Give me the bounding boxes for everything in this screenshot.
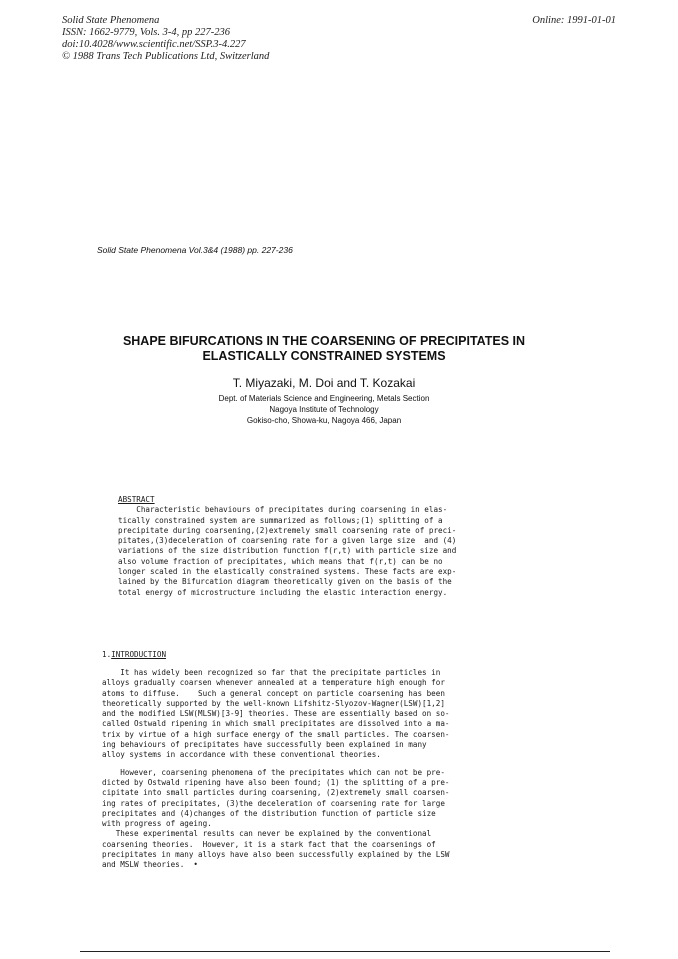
publication-info: [62, 15, 269, 63]
doi-line: doi:10.4028/www.scientific.net/SSP.3-4.227: [62, 39, 246, 50]
paper-title: [90, 334, 558, 364]
introduction-body: [102, 668, 542, 878]
text-line: dicted by Ostwald ripening have also been found; (1) the splitting of a pre-: [102, 777, 450, 787]
text-line: cipitate into small particles during coarsening, (2)extremely small coarsen-: [102, 788, 450, 798]
abstract-heading: ABSTRACT: [118, 495, 155, 504]
text-line: precipitates in many alloys have also been successfully explained by the LSW: [102, 850, 450, 860]
abstract-line: lained by the Bifurcation diagram theoretically given on the basis of the: [118, 577, 452, 587]
journal-reference: Solid State Phenomena Vol.3&4 (1988) pp. 227-236: [97, 245, 293, 255]
text-line: atoms to diffuse. Such a general concept on particle coarsening has been: [102, 688, 445, 698]
text-line: called Ostwald ripening in which small precipitates are dissolved into a ma-: [102, 719, 450, 729]
affiliation-line: Nagoya Institute of Technology: [269, 405, 379, 414]
paragraph: [102, 768, 542, 871]
text-line: trix by virtue of a high surface energy of the small particles. The coarsen-: [102, 729, 450, 739]
copyright-line: © 1988 Trans Tech Publications Ltd, Switzerland: [62, 51, 270, 62]
abstract-line: precipitate during coarsening,(2)extremely small coarsening rate of preci-: [118, 525, 457, 535]
title-line: SHAPE BIFURCATIONS IN THE COARSENING OF PRECIPITATES IN: [122, 334, 526, 348]
text-line: coarsening theories. However, it is a stark fact that the coarsenings of: [102, 839, 436, 849]
text-line: ing behaviours of precipitates have successfully been explained in many: [102, 740, 427, 750]
section-title: INTRODUCTION: [111, 650, 167, 659]
affiliation: [90, 393, 558, 426]
text-line: alloys gradually coarsen whenever annealed at a temperature high enough for: [102, 678, 445, 688]
affiliation-line: Gokiso-cho, Showa-ku, Nagoya 466, Japan: [246, 416, 402, 425]
abstract-line: also volume fraction of precipitates, which means that f(r,t) can be no: [118, 556, 443, 566]
text-line: precipitates and (4)changes of the distribution function of particle size: [102, 808, 436, 818]
abstract-line: pitates,(3)deceleration of coarsening rate for a given large size and (4): [118, 536, 457, 546]
abstract-line: Characteristic behaviours of precipitates during coarsening in elas-: [118, 505, 448, 515]
author-list: T. Miyazaki, M. Doi and T. Kozakai: [232, 376, 416, 390]
abstract-line: longer scaled in the elastically constrained systems. These facts are exp-: [118, 567, 457, 577]
text-line: However, coarsening phenomena of the precipitates which can not be pre-: [102, 767, 445, 777]
journal-name: Solid State Phenomena: [62, 15, 160, 26]
paragraph: [102, 668, 542, 761]
text-line: and MSLW theories. •: [102, 860, 199, 870]
text-line: theoretically supported by the well-known Lifshitz-Slyozov-Wagner(LSW)[1,2]: [102, 698, 445, 708]
section-heading: [102, 650, 166, 660]
abstract-line: total energy of microstructure including the elastic interaction energy.: [118, 587, 448, 597]
abstract-line: variations of the size distribution function f(r,t) with particle size and: [118, 546, 457, 556]
text-line: and the modified LSW(MLSW)[3-9] theories. These are essentially based on so-: [102, 709, 450, 719]
online-date: Online: 1991-01-01: [532, 15, 616, 26]
section-number: 1.: [102, 650, 112, 659]
text-line: These experimental results can never be explained by the conventional: [102, 829, 432, 839]
abstract-line: tically constrained system are summarized as follows;(1) splitting of a: [118, 515, 443, 525]
abstract-section: [118, 495, 538, 598]
text-line: ing rates of precipitates, (3)the deceleration of coarsening rate for large: [102, 798, 445, 808]
affiliation-line: Dept. of Materials Science and Engineering, Metals Section: [218, 394, 430, 403]
issn-line: ISSN: 1662-9779, Vols. 3-4, pp 227-236: [62, 27, 230, 38]
footer-divider: [80, 951, 610, 952]
title-line: ELASTICALLY CONSTRAINED SYSTEMS: [202, 349, 446, 363]
text-line: It has widely been recognized so far that the precipitate particles in: [102, 668, 441, 677]
text-line: with progress of ageing.: [102, 819, 212, 829]
text-line: alloy systems in accordance with these conventional theories.: [102, 750, 381, 760]
